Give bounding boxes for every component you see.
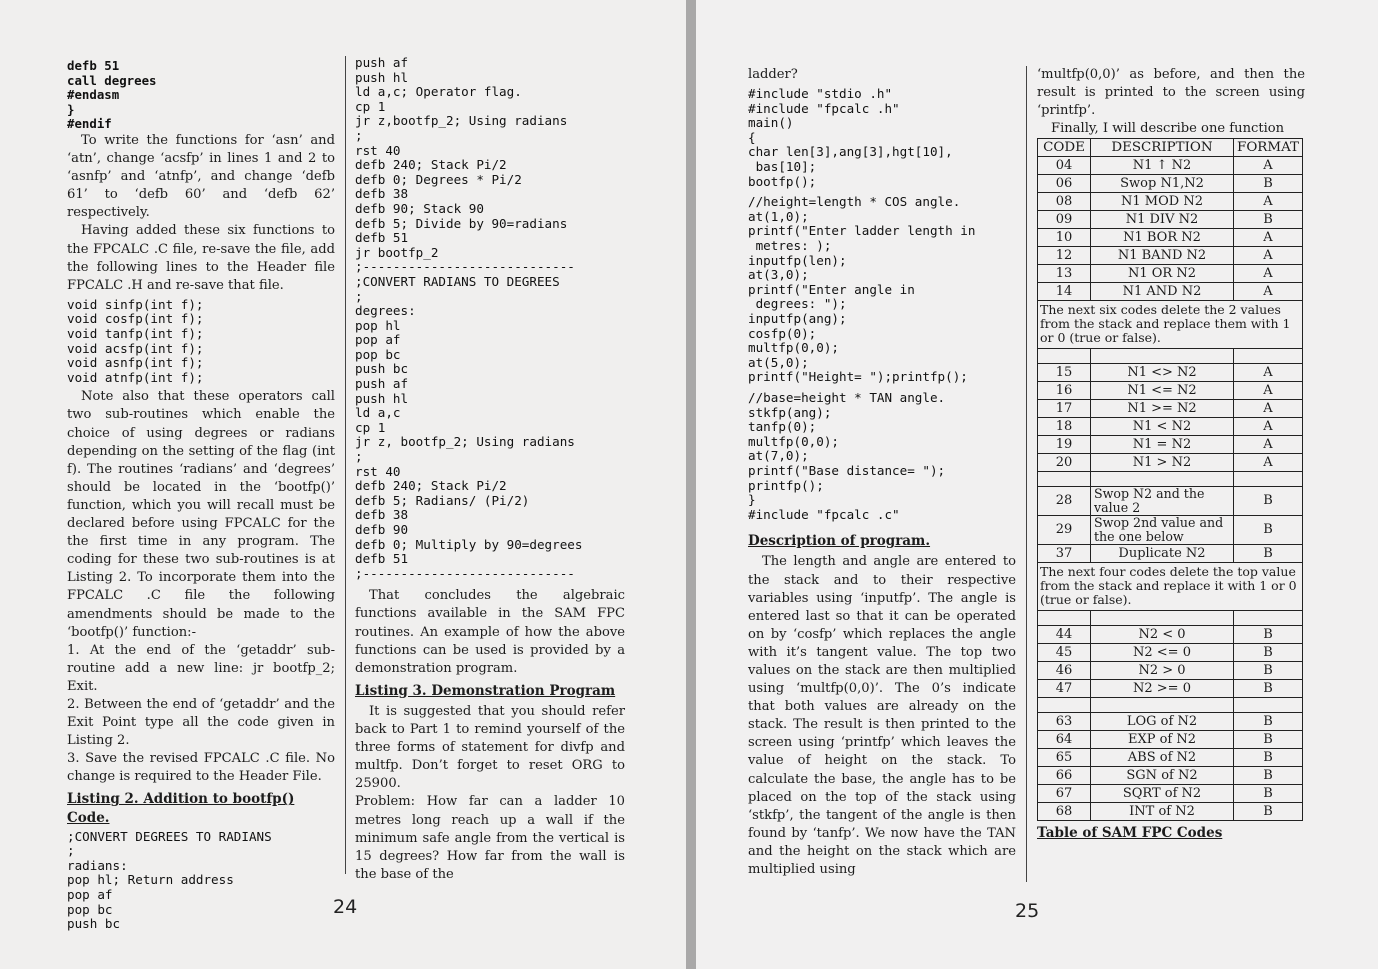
description-cell: N2 < 0	[1091, 626, 1234, 644]
table-row	[1038, 283, 1303, 301]
format-cell: B	[1234, 680, 1303, 698]
format-cell: A	[1234, 229, 1303, 247]
table-spacer-row	[1038, 349, 1303, 364]
code-cell: 17	[1038, 400, 1091, 418]
format-cell: A	[1234, 265, 1303, 283]
table-row	[1038, 516, 1303, 545]
right-column-1	[748, 66, 1016, 879]
format-cell: B	[1234, 785, 1303, 803]
code-cell: 14	[1038, 283, 1091, 301]
code-block: void sinfp(int f); void cosfp(int f); void tanfp(int f); void acsfp(int f); void asnfp(int f); void atnfp(int f);	[67, 296, 204, 385]
code-cell: 19	[1038, 436, 1091, 454]
code-cell: 08	[1038, 193, 1091, 211]
code-cell: 13	[1038, 265, 1091, 283]
code-block: //base=height * TAN angle. stkfp(ang); tanfp(0); multfp(0,0); at(7,0); printf("Base distance= "); printfp(); } #include "fpcalc .c"	[748, 389, 946, 522]
description-cell: N1 <> N2	[1091, 364, 1234, 382]
description-cell: Swop N1,N2	[1091, 175, 1234, 193]
column-header: CODE	[1038, 139, 1091, 157]
description-cell: N1 ↑ N2	[1091, 157, 1234, 175]
format-cell: A	[1234, 400, 1303, 418]
description-cell: Swop N2 and the value 2	[1091, 487, 1234, 516]
format-cell: B	[1234, 731, 1303, 749]
code-cell: 10	[1038, 229, 1091, 247]
table-note-row	[1038, 563, 1303, 611]
empty-cell	[1038, 472, 1091, 487]
code-block: //height=length * COS angle. at(1,0); printf("Enter ladder length in metres: ); inputfp(len); at(3,0); printf("Enter angle in degrees: "); inputfp(ang); cosfp(0); multfp(0,0); at(5,0); printf("Height= ");printfp();	[748, 194, 976, 385]
table-row	[1038, 626, 1303, 644]
left-column-2	[355, 56, 625, 884]
code-cell: 20	[1038, 454, 1091, 472]
code-cell: 64	[1038, 731, 1091, 749]
empty-cell	[1234, 698, 1303, 713]
list-item: 3. Save the revised FPCALC .C file. No change is required to the Header File.	[67, 751, 335, 785]
code-block: push af push hl ld a,c; Operator flag. cp 1 jr z,bootfp_2; Using radians ; rst 40 defb 240; Stack Pi/2 defb 0; Degrees * Pi/2 defb 38 defb 90; Stack 90 defb 5; Divide by 90=radians defb 51 jr bootfp_2 ;---------------------------- ;CONVERT RADIANS TO DEGREES ; degrees: pop hl pop af pop bc push bc push af push hl ld a,c cp 1 jr z, bootfp_2; Using radians ; rst 40 defb 240; Stack Pi/2 defb 5; Radians/ (Pi/2) defb 38 defb 90 defb 0; Multiply by 90=degrees defb 51 ;----------------------------	[355, 55, 583, 581]
code-cell: 09	[1038, 211, 1091, 229]
format-cell: A	[1234, 418, 1303, 436]
format-cell: B	[1234, 175, 1303, 193]
code-cell: 66	[1038, 767, 1091, 785]
table-row	[1038, 644, 1303, 662]
fpc-codes-table	[1037, 138, 1303, 821]
table-header-row	[1038, 139, 1303, 157]
paragraph: To write the functions for ‘asn’ and ‘atn’, change ‘acsfp’ in lines 1 and 2 to ‘asnfp’ and ‘atnfp’, and change ‘defb 61’ to ‘defb 60’ and ‘defb 62’ respectively.	[67, 132, 335, 221]
code-cell: 47	[1038, 680, 1091, 698]
listing-heading: Listing 2. Addition to bootfp() Code.	[67, 791, 295, 826]
description-cell: N1 BOR N2	[1091, 229, 1234, 247]
table-note-row	[1038, 301, 1303, 349]
empty-cell	[1091, 698, 1234, 713]
table-spacer-row	[1038, 698, 1303, 713]
format-cell: A	[1234, 157, 1303, 175]
paragraph: ladder?	[748, 67, 798, 82]
description-cell: N1 > N2	[1091, 454, 1234, 472]
format-cell: A	[1234, 247, 1303, 265]
format-cell: B	[1234, 662, 1303, 680]
format-cell: B	[1234, 713, 1303, 731]
code-cell: 44	[1038, 626, 1091, 644]
table-row	[1038, 767, 1303, 785]
description-cell: Swop 2nd value and the one below	[1091, 516, 1234, 545]
listing-heading: Listing 3. Demonstration Program	[355, 682, 616, 699]
code-cell: 65	[1038, 749, 1091, 767]
table-caption: Table of SAM FPC Codes	[1037, 825, 1223, 842]
code-cell: 45	[1038, 644, 1091, 662]
format-cell: B	[1234, 749, 1303, 767]
page-number: 25	[1015, 900, 1040, 922]
column-rule	[1026, 66, 1027, 882]
table-row	[1038, 749, 1303, 767]
paragraph: Note also that these operators call two sub-routines which enable the choice of using degrees or radians depending on the setting of the flag (int f). The routines ‘radians’ and ‘degrees’ should be located in the ‘bootfp()’ function, which you will recall must be declared before using FPCALC for the the first time in any program. The coding for these two sub-routines is at Listing 2. To incorporate them into the FPCALC .C file the following amendments should be made to the ‘bootfp()’ function:-	[67, 389, 335, 640]
code-cell: 18	[1038, 418, 1091, 436]
description-cell: EXP of N2	[1091, 731, 1234, 749]
table-row	[1038, 662, 1303, 680]
paragraph: It is suggested that you should refer back to Part 1 to remind yourself of the three forms of statement for divfp and multfp. Don’t forget to reset ORG to 25900.	[355, 703, 625, 792]
paragraph: Having added these six functions to the FPCALC .C file, re-save the file, add the following lines to the Header file FPCALC .H and re-save that file.	[67, 223, 335, 293]
paragraph: ‘multfp(0,0)’ as before, and then the result is printed to the screen using ‘printfp’.	[1037, 67, 1305, 119]
code-cell: 63	[1038, 713, 1091, 731]
description-cell: LOG of N2	[1091, 713, 1234, 731]
description-cell: INT of N2	[1091, 803, 1234, 821]
code-cell: 15	[1038, 364, 1091, 382]
table-row	[1038, 545, 1303, 563]
table-row	[1038, 436, 1303, 454]
column-header: DESCRIPTION	[1091, 139, 1234, 157]
paragraph: The length and angle are entered to the stack and to their respective variables using ‘inputfp’. The angle is entered last so that it can be operated on by ‘cosfp’ which replaces the angle with it’s tangent value. The top two values on the stack are then multiplied using ‘multfp(0,0)’. The 0’s indicate that both values are already on the stack. The result is then printed to the screen using ‘printfp’ which leaves the value of height on the stack. To calculate the base, the angle has to be placed on the top of the stack using ‘stkfp’, the tangent of the angle is then found by ‘tanfp’. We now have the TAN and the height on the stack which are multiplied using	[748, 554, 1016, 877]
paragraph: Problem: How far can a ladder 10 metres long reach up a wall if the minimum safe angle from the vertical is 15 degrees? How far from the wall is the base of the	[355, 794, 625, 882]
table-row	[1038, 229, 1303, 247]
description-cell: ABS of N2	[1091, 749, 1234, 767]
code-block: defb 51 call degrees #endasm } #endif	[67, 58, 157, 132]
format-cell: A	[1234, 193, 1303, 211]
code-cell: 68	[1038, 803, 1091, 821]
format-cell: B	[1234, 767, 1303, 785]
format-cell: B	[1234, 644, 1303, 662]
description-cell: N1 BAND N2	[1091, 247, 1234, 265]
description-cell: N1 <= N2	[1091, 382, 1234, 400]
code-cell: 06	[1038, 175, 1091, 193]
format-cell: B	[1234, 211, 1303, 229]
code-block: #include "stdio .h" #include "fpcalc .h" main() { char len[3],ang[3],hgt[10], bas[10]; bootfp();	[748, 86, 953, 189]
table-note: The next four codes delete the top value from the stack and replace it with 1 or 0 (true or false).	[1038, 563, 1303, 611]
description-cell: N2 <= 0	[1091, 644, 1234, 662]
table-spacer-row	[1038, 611, 1303, 626]
format-cell: B	[1234, 487, 1303, 516]
page-number: 24	[333, 896, 358, 918]
description-cell: SGN of N2	[1091, 767, 1234, 785]
format-cell: A	[1234, 454, 1303, 472]
column-header: FORMAT	[1234, 139, 1303, 157]
code-cell: 67	[1038, 785, 1091, 803]
description-cell: N1 DIV N2	[1091, 211, 1234, 229]
table-row	[1038, 247, 1303, 265]
format-cell: B	[1234, 626, 1303, 644]
format-cell: B	[1234, 803, 1303, 821]
paragraph: Finally, I will describe one function	[1051, 121, 1285, 137]
description-cell: N2 >= 0	[1091, 680, 1234, 698]
table-row	[1038, 803, 1303, 821]
description-cell: N1 MOD N2	[1091, 193, 1234, 211]
description-cell: N1 >= N2	[1091, 400, 1234, 418]
format-cell: A	[1234, 382, 1303, 400]
column-rule	[345, 56, 346, 874]
format-cell: B	[1234, 516, 1303, 545]
paragraph: That concludes the algebraic functions available in the SAM FPC routines. An example of how the above functions can be used is provided by a demonstration program.	[355, 588, 625, 676]
empty-cell	[1038, 611, 1091, 626]
table-row	[1038, 487, 1303, 516]
table-row	[1038, 364, 1303, 382]
table-row	[1038, 157, 1303, 175]
description-cell: SQRT of N2	[1091, 785, 1234, 803]
empty-cell	[1234, 349, 1303, 364]
code-block: ;CONVERT DEGREES TO RADIANS ; radians: pop hl; Return address pop af pop bc push bc	[67, 828, 272, 932]
description-cell: Duplicate N2	[1091, 545, 1234, 563]
empty-cell	[1234, 611, 1303, 626]
description-cell: N1 = N2	[1091, 436, 1234, 454]
table-row	[1038, 418, 1303, 436]
table-row	[1038, 193, 1303, 211]
description-cell: N1 AND N2	[1091, 283, 1234, 301]
description-cell: N2 > 0	[1091, 662, 1234, 680]
code-cell: 12	[1038, 247, 1091, 265]
code-cell: 37	[1038, 545, 1091, 563]
empty-cell	[1091, 472, 1234, 487]
book-gutter	[686, 0, 696, 969]
table-row	[1038, 731, 1303, 749]
description-cell: N1 < N2	[1091, 418, 1234, 436]
format-cell: A	[1234, 283, 1303, 301]
table-row	[1038, 454, 1303, 472]
empty-cell	[1038, 349, 1091, 364]
table-row	[1038, 265, 1303, 283]
code-cell: 29	[1038, 516, 1091, 545]
table-row	[1038, 382, 1303, 400]
left-column-1	[67, 59, 335, 932]
right-column-2	[1037, 66, 1305, 842]
empty-cell	[1038, 698, 1091, 713]
code-cell: 46	[1038, 662, 1091, 680]
table-spacer-row	[1038, 472, 1303, 487]
section-heading: Description of program.	[748, 533, 931, 550]
table-row	[1038, 785, 1303, 803]
code-cell: 28	[1038, 487, 1091, 516]
format-cell: A	[1234, 364, 1303, 382]
code-cell: 16	[1038, 382, 1091, 400]
empty-cell	[1091, 611, 1234, 626]
format-cell: B	[1234, 545, 1303, 563]
empty-cell	[1234, 472, 1303, 487]
table-row	[1038, 175, 1303, 193]
table-row	[1038, 211, 1303, 229]
list-item: 1. At the end of the ‘getaddr’ sub-routine add a new line: jr bootfp_2; Exit.	[67, 642, 335, 694]
code-cell: 04	[1038, 157, 1091, 175]
table-row	[1038, 713, 1303, 731]
list-item: 2. Between the end of ‘getaddr’ and the Exit Point type all the code given in Listing 2.	[67, 696, 335, 749]
table-row	[1038, 680, 1303, 698]
description-cell: N1 OR N2	[1091, 265, 1234, 283]
table-row	[1038, 400, 1303, 418]
format-cell: A	[1234, 436, 1303, 454]
empty-cell	[1091, 349, 1234, 364]
table-note: The next six codes delete the 2 values from the stack and replace them with 1 or 0 (true or false).	[1038, 301, 1303, 349]
